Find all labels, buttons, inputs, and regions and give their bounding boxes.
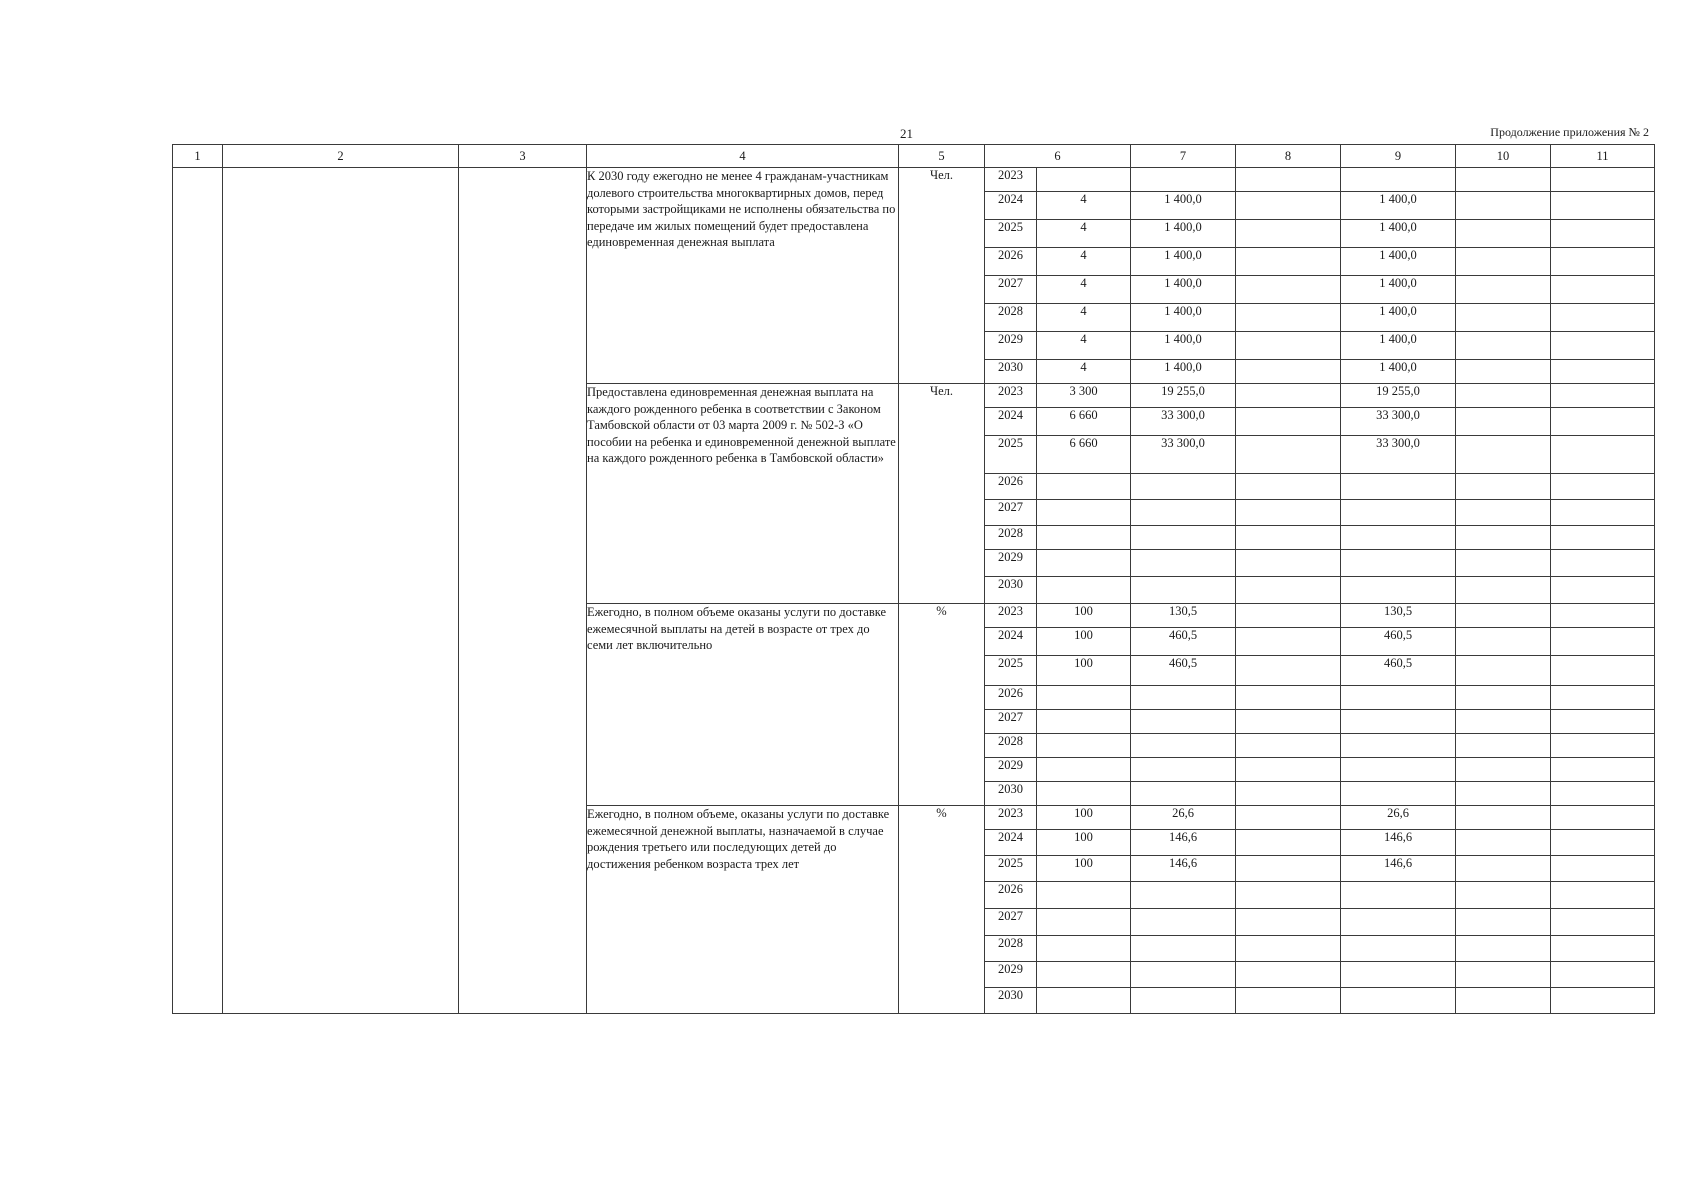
- value-cell-c11: [1551, 806, 1655, 830]
- col-6-header: 6: [985, 145, 1131, 168]
- value-cell-c10: [1456, 276, 1551, 304]
- value-cell-c6: [1037, 474, 1131, 500]
- value-cell-c11: [1551, 628, 1655, 656]
- value-cell-c8: [1236, 304, 1341, 332]
- value-cell-c7: 1 400,0: [1131, 276, 1236, 304]
- col-3-cell: [459, 168, 587, 1014]
- value-cell-c10: [1456, 248, 1551, 276]
- value-cell-c6: 3 300: [1037, 384, 1131, 408]
- value-cell-c6: [1037, 577, 1131, 604]
- col-9-header: 9: [1341, 145, 1456, 168]
- value-cell-c9: [1341, 909, 1456, 936]
- value-cell-c9: [1341, 882, 1456, 909]
- value-cell-c7: 1 400,0: [1131, 360, 1236, 384]
- indicator-description: Ежегодно, в полном объеме оказаны услуги по доставке ежемесячной выплаты на детей в возрасте от трех до семи лет включительно: [587, 604, 899, 806]
- value-cell-c11: [1551, 710, 1655, 734]
- year-cell: 2029: [985, 332, 1037, 360]
- value-cell-c11: [1551, 550, 1655, 577]
- year-cell: 2029: [985, 758, 1037, 782]
- value-cell-c10: [1456, 436, 1551, 474]
- value-cell-c10: [1456, 332, 1551, 360]
- value-cell-c6: [1037, 962, 1131, 988]
- indicator-description: К 2030 году ежегодно не менее 4 гражданам-участникам долевого строительства многоквартирных домов, перед которыми застройщиками не исполнены обязательства по передаче им жилых помещений будет предоставлена единовременная денежная выплата: [587, 168, 899, 384]
- value-cell-c10: [1456, 304, 1551, 332]
- value-cell-c8: [1236, 332, 1341, 360]
- col-7-header: 7: [1131, 145, 1236, 168]
- year-cell: 2028: [985, 304, 1037, 332]
- value-cell-c8: [1236, 168, 1341, 192]
- value-cell-c9: 19 255,0: [1341, 384, 1456, 408]
- value-cell-c7: 26,6: [1131, 806, 1236, 830]
- value-cell-c10: [1456, 220, 1551, 248]
- value-cell-c6: 6 660: [1037, 408, 1131, 436]
- value-cell-c7: [1131, 936, 1236, 962]
- value-cell-c8: [1236, 550, 1341, 577]
- value-cell-c9: [1341, 474, 1456, 500]
- value-cell-c11: [1551, 436, 1655, 474]
- value-cell-c7: 146,6: [1131, 856, 1236, 882]
- year-cell: 2025: [985, 436, 1037, 474]
- value-cell-c11: [1551, 686, 1655, 710]
- value-cell-c8: [1236, 248, 1341, 276]
- year-cell: 2028: [985, 526, 1037, 550]
- unit-cell: Чел.: [899, 384, 985, 604]
- value-cell-c6: [1037, 168, 1131, 192]
- value-cell-c8: [1236, 806, 1341, 830]
- value-cell-c10: [1456, 758, 1551, 782]
- value-cell-c11: [1551, 276, 1655, 304]
- value-cell-c10: [1456, 408, 1551, 436]
- value-cell-c11: [1551, 332, 1655, 360]
- value-cell-c9: [1341, 988, 1456, 1014]
- page-number: 21: [900, 126, 913, 141]
- header-row: [173, 145, 1655, 168]
- value-cell-c9: [1341, 500, 1456, 526]
- col-10-header: 10: [1456, 145, 1551, 168]
- value-cell-c7: [1131, 909, 1236, 936]
- year-cell: 2027: [985, 276, 1037, 304]
- value-cell-c10: [1456, 384, 1551, 408]
- value-cell-c11: [1551, 304, 1655, 332]
- value-cell-c10: [1456, 192, 1551, 220]
- value-cell-c7: 1 400,0: [1131, 332, 1236, 360]
- value-cell-c8: [1236, 909, 1341, 936]
- value-cell-c11: [1551, 360, 1655, 384]
- col-2-header: 2: [223, 145, 459, 168]
- value-cell-c11: [1551, 500, 1655, 526]
- value-cell-c7: [1131, 710, 1236, 734]
- value-cell-c6: [1037, 734, 1131, 758]
- year-cell: 2025: [985, 220, 1037, 248]
- value-cell-c7: 19 255,0: [1131, 384, 1236, 408]
- year-cell: 2025: [985, 656, 1037, 686]
- value-cell-c11: [1551, 909, 1655, 936]
- col-4-header: 4: [587, 145, 899, 168]
- value-cell-c8: [1236, 710, 1341, 734]
- value-cell-c9: 33 300,0: [1341, 408, 1456, 436]
- value-cell-c10: [1456, 806, 1551, 830]
- value-cell-c10: [1456, 710, 1551, 734]
- value-cell-c8: [1236, 604, 1341, 628]
- value-cell-c9: [1341, 734, 1456, 758]
- value-cell-c10: [1456, 686, 1551, 710]
- value-cell-c8: [1236, 408, 1341, 436]
- value-cell-c6: 4: [1037, 192, 1131, 220]
- value-cell-c8: [1236, 360, 1341, 384]
- value-cell-c9: [1341, 577, 1456, 604]
- value-cell-c7: [1131, 988, 1236, 1014]
- value-cell-c9: 1 400,0: [1341, 192, 1456, 220]
- value-cell-c9: 1 400,0: [1341, 332, 1456, 360]
- table-row: [173, 168, 1655, 192]
- year-cell: 2023: [985, 604, 1037, 628]
- year-cell: 2029: [985, 962, 1037, 988]
- value-cell-c8: [1236, 734, 1341, 758]
- value-cell-c8: [1236, 830, 1341, 856]
- value-cell-c9: 146,6: [1341, 830, 1456, 856]
- value-cell-c9: [1341, 782, 1456, 806]
- value-cell-c7: [1131, 500, 1236, 526]
- value-cell-c9: [1341, 758, 1456, 782]
- year-cell: 2028: [985, 734, 1037, 758]
- unit-cell: %: [899, 604, 985, 806]
- value-cell-c8: [1236, 220, 1341, 248]
- col-11-header: 11: [1551, 145, 1655, 168]
- value-cell-c8: [1236, 526, 1341, 550]
- value-cell-c6: 6 660: [1037, 436, 1131, 474]
- value-cell-c6: 100: [1037, 856, 1131, 882]
- unit-cell: Чел.: [899, 168, 985, 384]
- value-cell-c9: [1341, 526, 1456, 550]
- value-cell-c11: [1551, 408, 1655, 436]
- value-cell-c10: [1456, 604, 1551, 628]
- value-cell-c9: 1 400,0: [1341, 360, 1456, 384]
- value-cell-c11: [1551, 936, 1655, 962]
- value-cell-c11: [1551, 758, 1655, 782]
- value-cell-c7: [1131, 550, 1236, 577]
- value-cell-c6: 4: [1037, 248, 1131, 276]
- value-cell-c8: [1236, 936, 1341, 962]
- continuation-note: Продолжение приложения № 2: [1490, 125, 1649, 139]
- value-cell-c10: [1456, 856, 1551, 882]
- value-cell-c10: [1456, 882, 1551, 909]
- year-cell: 2026: [985, 474, 1037, 500]
- year-cell: 2024: [985, 192, 1037, 220]
- value-cell-c10: [1456, 526, 1551, 550]
- value-cell-c6: [1037, 500, 1131, 526]
- value-cell-c7: 1 400,0: [1131, 248, 1236, 276]
- value-cell-c6: 100: [1037, 656, 1131, 686]
- value-cell-c10: [1456, 782, 1551, 806]
- value-cell-c9: [1341, 936, 1456, 962]
- value-cell-c11: [1551, 734, 1655, 758]
- value-cell-c7: 130,5: [1131, 604, 1236, 628]
- year-cell: 2026: [985, 882, 1037, 909]
- value-cell-c10: [1456, 988, 1551, 1014]
- value-cell-c11: [1551, 526, 1655, 550]
- value-cell-c6: [1037, 758, 1131, 782]
- value-cell-c10: [1456, 830, 1551, 856]
- value-cell-c8: [1236, 686, 1341, 710]
- value-cell-c11: [1551, 882, 1655, 909]
- col-1-header: 1: [173, 145, 223, 168]
- value-cell-c10: [1456, 474, 1551, 500]
- indicator-description: Ежегодно, в полном объеме, оказаны услуги по доставке ежемесячной денежной выплаты, назначаемой в случае рождения третьего или последующих детей до достижения ребенком возраста трех лет: [587, 806, 899, 1014]
- value-cell-c7: 33 300,0: [1131, 408, 1236, 436]
- value-cell-c6: [1037, 526, 1131, 550]
- value-cell-c7: 460,5: [1131, 656, 1236, 686]
- year-cell: 2023: [985, 806, 1037, 830]
- value-cell-c6: [1037, 550, 1131, 577]
- year-cell: 2030: [985, 360, 1037, 384]
- value-cell-c7: [1131, 168, 1236, 192]
- value-cell-c8: [1236, 782, 1341, 806]
- value-cell-c9: [1341, 710, 1456, 734]
- value-cell-c9: 1 400,0: [1341, 304, 1456, 332]
- value-cell-c11: [1551, 962, 1655, 988]
- year-cell: 2025: [985, 856, 1037, 882]
- year-cell: 2030: [985, 782, 1037, 806]
- value-cell-c8: [1236, 656, 1341, 686]
- value-cell-c7: 1 400,0: [1131, 192, 1236, 220]
- value-cell-c7: 460,5: [1131, 628, 1236, 656]
- year-cell: 2030: [985, 988, 1037, 1014]
- value-cell-c9: [1341, 962, 1456, 988]
- value-cell-c8: [1236, 988, 1341, 1014]
- value-cell-c6: [1037, 936, 1131, 962]
- value-cell-c7: [1131, 474, 1236, 500]
- col-2-cell: [223, 168, 459, 1014]
- value-cell-c11: [1551, 168, 1655, 192]
- value-cell-c8: [1236, 276, 1341, 304]
- value-cell-c10: [1456, 577, 1551, 604]
- value-cell-c10: [1456, 500, 1551, 526]
- col-5-header: 5: [899, 145, 985, 168]
- value-cell-c7: [1131, 882, 1236, 909]
- value-cell-c7: [1131, 686, 1236, 710]
- value-cell-c9: 460,5: [1341, 628, 1456, 656]
- value-cell-c9: 1 400,0: [1341, 276, 1456, 304]
- indicators-table: [172, 144, 1655, 1014]
- value-cell-c8: [1236, 436, 1341, 474]
- value-cell-c9: 130,5: [1341, 604, 1456, 628]
- value-cell-c10: [1456, 656, 1551, 686]
- col-8-header: 8: [1236, 145, 1341, 168]
- value-cell-c8: [1236, 384, 1341, 408]
- value-cell-c9: 146,6: [1341, 856, 1456, 882]
- value-cell-c10: [1456, 360, 1551, 384]
- value-cell-c8: [1236, 500, 1341, 526]
- year-cell: 2023: [985, 384, 1037, 408]
- value-cell-c6: [1037, 882, 1131, 909]
- value-cell-c11: [1551, 220, 1655, 248]
- value-cell-c11: [1551, 988, 1655, 1014]
- value-cell-c6: 4: [1037, 304, 1131, 332]
- value-cell-c7: [1131, 962, 1236, 988]
- value-cell-c7: 33 300,0: [1131, 436, 1236, 474]
- year-cell: 2023: [985, 168, 1037, 192]
- value-cell-c6: [1037, 988, 1131, 1014]
- value-cell-c11: [1551, 830, 1655, 856]
- value-cell-c8: [1236, 758, 1341, 782]
- value-cell-c9: [1341, 550, 1456, 577]
- year-cell: 2024: [985, 628, 1037, 656]
- year-cell: 2027: [985, 909, 1037, 936]
- year-cell: 2024: [985, 830, 1037, 856]
- value-cell-c8: [1236, 962, 1341, 988]
- value-cell-c9: [1341, 168, 1456, 192]
- value-cell-c11: [1551, 474, 1655, 500]
- value-cell-c6: 4: [1037, 220, 1131, 248]
- value-cell-c7: [1131, 782, 1236, 806]
- value-cell-c10: [1456, 909, 1551, 936]
- value-cell-c9: 460,5: [1341, 656, 1456, 686]
- value-cell-c7: [1131, 577, 1236, 604]
- value-cell-c9: 26,6: [1341, 806, 1456, 830]
- value-cell-c6: 4: [1037, 360, 1131, 384]
- indicator-description: Предоставлена единовременная денежная выплата на каждого рожденного ребенка в соответствии с Законом Тамбовской области от 03 марта 2009 г. № 502-З «О пособии на ребенка и единовременной денежной выплате на каждого рожденного ребенка в Тамбовской области»: [587, 384, 899, 604]
- value-cell-c6: 100: [1037, 628, 1131, 656]
- value-cell-c6: 4: [1037, 276, 1131, 304]
- value-cell-c11: [1551, 856, 1655, 882]
- value-cell-c9: [1341, 686, 1456, 710]
- value-cell-c10: [1456, 628, 1551, 656]
- value-cell-c6: 4: [1037, 332, 1131, 360]
- value-cell-c8: [1236, 192, 1341, 220]
- value-cell-c11: [1551, 782, 1655, 806]
- value-cell-c8: [1236, 882, 1341, 909]
- value-cell-c6: 100: [1037, 830, 1131, 856]
- value-cell-c6: 100: [1037, 604, 1131, 628]
- value-cell-c11: [1551, 604, 1655, 628]
- value-cell-c6: [1037, 686, 1131, 710]
- year-cell: 2026: [985, 248, 1037, 276]
- value-cell-c9: 1 400,0: [1341, 220, 1456, 248]
- value-cell-c9: 33 300,0: [1341, 436, 1456, 474]
- value-cell-c10: [1456, 962, 1551, 988]
- value-cell-c7: 146,6: [1131, 830, 1236, 856]
- year-cell: 2029: [985, 550, 1037, 577]
- value-cell-c6: [1037, 909, 1131, 936]
- value-cell-c10: [1456, 550, 1551, 577]
- value-cell-c11: [1551, 577, 1655, 604]
- value-cell-c6: [1037, 710, 1131, 734]
- year-cell: 2028: [985, 936, 1037, 962]
- value-cell-c11: [1551, 384, 1655, 408]
- value-cell-c11: [1551, 656, 1655, 686]
- year-cell: 2027: [985, 710, 1037, 734]
- value-cell-c10: [1456, 168, 1551, 192]
- year-cell: 2030: [985, 577, 1037, 604]
- unit-cell: %: [899, 806, 985, 1014]
- year-cell: 2024: [985, 408, 1037, 436]
- value-cell-c11: [1551, 248, 1655, 276]
- col-1-cell: [173, 168, 223, 1014]
- value-cell-c7: [1131, 526, 1236, 550]
- value-cell-c7: 1 400,0: [1131, 220, 1236, 248]
- value-cell-c10: [1456, 936, 1551, 962]
- value-cell-c11: [1551, 192, 1655, 220]
- value-cell-c8: [1236, 628, 1341, 656]
- value-cell-c6: [1037, 782, 1131, 806]
- year-cell: 2027: [985, 500, 1037, 526]
- value-cell-c7: [1131, 734, 1236, 758]
- year-cell: 2026: [985, 686, 1037, 710]
- value-cell-c6: 100: [1037, 806, 1131, 830]
- col-3-header: 3: [459, 145, 587, 168]
- value-cell-c9: 1 400,0: [1341, 248, 1456, 276]
- value-cell-c7: [1131, 758, 1236, 782]
- value-cell-c7: 1 400,0: [1131, 304, 1236, 332]
- value-cell-c8: [1236, 856, 1341, 882]
- value-cell-c8: [1236, 577, 1341, 604]
- value-cell-c10: [1456, 734, 1551, 758]
- value-cell-c8: [1236, 474, 1341, 500]
